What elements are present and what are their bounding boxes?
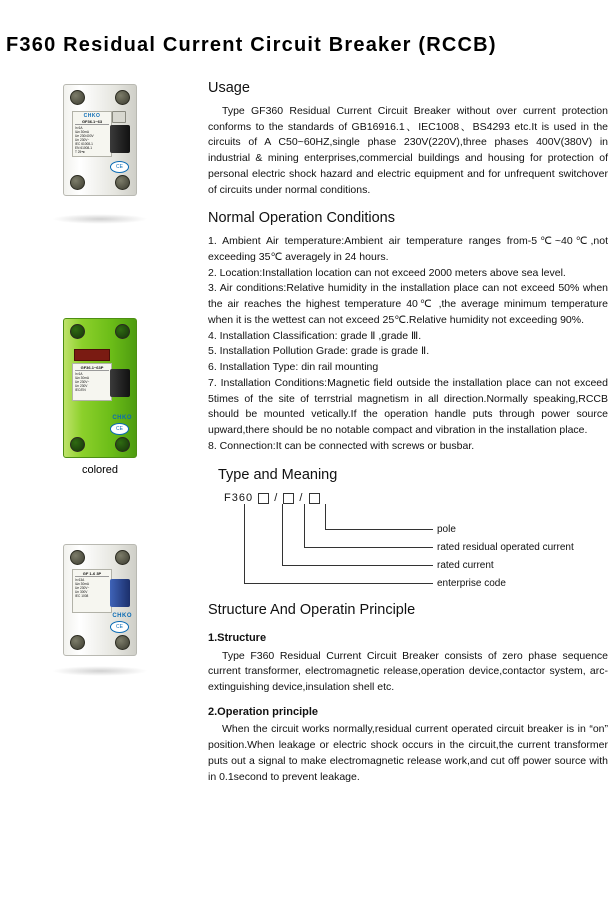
condition-item: 2. Location:Installation location can not exceed 2000 meters above sea level. [208,266,566,279]
spec-line: IEC 1008 [75,594,89,598]
product-image-column [0,74,200,694]
top-terminal-screws [70,90,130,105]
screw-icon [70,550,85,565]
structure-heading: Structure And Operatin Principle [208,602,416,619]
code-box-current [258,493,269,504]
callout-enterprise-code: enterprise code [437,578,506,590]
callout-pole: pole [437,524,456,536]
screw-icon [70,635,85,650]
screw-icon [115,437,130,452]
leader-line [325,529,433,530]
condition-item: 1. Ambient Air temperature:Ambient air temperature ranges from-5℃~40℃,not exceeding 35℃ averagely in 24 hours. [208,235,608,263]
breaker-blue-body [63,544,137,656]
top-terminal-screws [70,550,130,565]
operation-paragraph: When the circuit works normally,residual current operated circuit breaker is in “on” position.When leakage or electric shock occurs in the circuit,the current transformer puts out a signal to make electromagnetic release work,and cut off power source with in 0.1second to prevent leakage. [208,723,608,783]
spec-line: EN 61008-1 [75,146,93,151]
type-code [224,490,321,507]
bottom-terminal-screws [70,437,130,452]
top-terminal-screws [70,324,130,339]
screw-icon [115,175,130,190]
leader-line [325,504,326,530]
breaker-green-body [63,318,137,458]
page-title [6,28,517,57]
leader-line [304,547,433,548]
spec-line: IΔn 30mA [75,582,89,586]
test-button[interactable] [112,111,126,123]
spec-line: IΔn 30mA [75,376,89,380]
brand-label: CHKO [83,113,101,119]
spec-line: T 25℃ [75,150,85,155]
shadow [52,214,148,224]
screw-icon [115,550,130,565]
condition-item: 4. Installation Classification: grade Ⅱ ,grade Ⅲ. [208,329,422,342]
screw-icon [70,90,85,105]
spec-line: In 6A [75,372,83,376]
screw-icon [115,324,130,339]
screw-icon [70,175,85,190]
leader-line [244,583,433,584]
shadow [52,666,148,676]
rating-label [72,363,112,401]
type-meaning-heading: Type and Meaning [218,466,338,483]
condition-item: 3. Air conditions:Relative humidity in the installation place can not exceed 50% when the air reaches the highest temperature 40℃ ,the average minimum temperature when it is the wettest can not exceed 25℃.Relative humidity not exceeding 90%. [208,282,608,326]
code-box-pole [309,493,320,504]
operation-sub-heading: 2.Operation principle [208,705,319,718]
condition-item: 6. Installation Type: din rail mounting [208,361,379,373]
indicator-window [74,349,110,361]
code-separator: / [299,492,304,505]
spec-line: In 6A [75,126,83,131]
spec-line: IEC 61008-1 [75,142,93,147]
breaker-white-body [63,84,137,196]
leader-line [244,504,245,584]
spec-line: Un 230V~ [75,138,90,143]
toggle-lever[interactable] [110,369,130,397]
toggle-lever[interactable] [110,579,130,607]
screw-icon [70,324,85,339]
spec-line: IΔn 30mA [75,130,89,135]
bottom-terminal-screws [70,175,130,190]
model-label: GF36.1~63P [75,365,109,371]
page-title-text: F360 Residual Current Circuit Breaker (RCCB) [6,34,497,56]
callout-residual-current: rated residual operated current [437,542,574,554]
spec-line: Un 230V [75,384,88,388]
model-label: GF36.1~63 [75,119,109,125]
code-separator: / [274,492,279,505]
condition-item: 5. Installation Pollution Grade: grade is grade Ⅱ. [208,345,430,358]
usage-heading: Usage [208,80,250,96]
product-image-green [0,318,200,508]
page-title-tail [497,34,517,56]
code-box-residual [283,493,294,504]
product-image-blue-toggle [0,544,200,694]
product-image-white [0,84,200,234]
product-caption: colored [81,464,119,476]
screw-icon [70,437,85,452]
type-meaning-diagram [208,490,608,600]
model-label: GF 1-6 3P [75,571,109,577]
ce-badge: CE [110,621,129,633]
leader-line [282,565,433,566]
brand-label: CHKO [112,415,132,421]
callout-rated-current: rated current [437,560,494,572]
screw-icon [115,635,130,650]
usage-paragraph: Type GF360 Residual Current Circuit Breaker without over current protection conforms to the standards of GB16916.1、IEC1008、BS4293 etc.It is used in the circuits of A C50~60HZ,single phase 230V(220V),three phases 400V(380V) in industrial & mining enterprises,commercial buildings and housing for protection of personal electric shock hazard and electric equipment and for unfrequent switchover of circuits under normal conditions. [208,104,608,196]
ce-badge: CE [110,161,129,173]
brand-label: CHKO [112,613,132,619]
spec-line: Ue 230V~ [75,380,90,384]
condition-item: 8. Connection:It can be connected with screws or busbar. [208,439,475,452]
spec-line: Ue 230/400V [75,134,94,139]
leader-line [282,504,283,566]
leader-line [304,504,305,548]
condition-item: 7. Installation Conditions:Magnetic field outside the installation place can not exceed 5times of the site of terrstrial magnetism in all direction.Normally speaking,RCCB should be mounted vetically.If the operation handle puts through power source upward,there should be no notable compact and vibration in the installation place. [208,376,608,436]
toggle-lever[interactable] [110,125,130,153]
conditions-list [208,234,608,455]
rating-label [72,569,112,613]
screw-icon [115,90,130,105]
structure-sub-heading: 1.Structure [208,632,267,644]
spec-line: IEC/EN [75,388,86,392]
conditions-heading: Normal Operation Conditions [208,210,395,227]
spec-line: In 63A [75,578,85,582]
spec-line: Un 300V [75,590,88,594]
bottom-terminal-screws [70,635,130,650]
content-column [208,78,608,786]
structure-paragraph: Type F360 Residual Current Circuit Breaker consists of zero phase sequence current transformer, electromagnetic release,operation device,contactor system, arc-extinguishing device,insulation shell etc. [208,649,608,693]
spec-line: Ue 230V~ [75,586,90,590]
type-code-prefix: F360 [224,492,254,505]
ce-badge: CE [110,423,129,435]
rating-label [72,111,112,157]
